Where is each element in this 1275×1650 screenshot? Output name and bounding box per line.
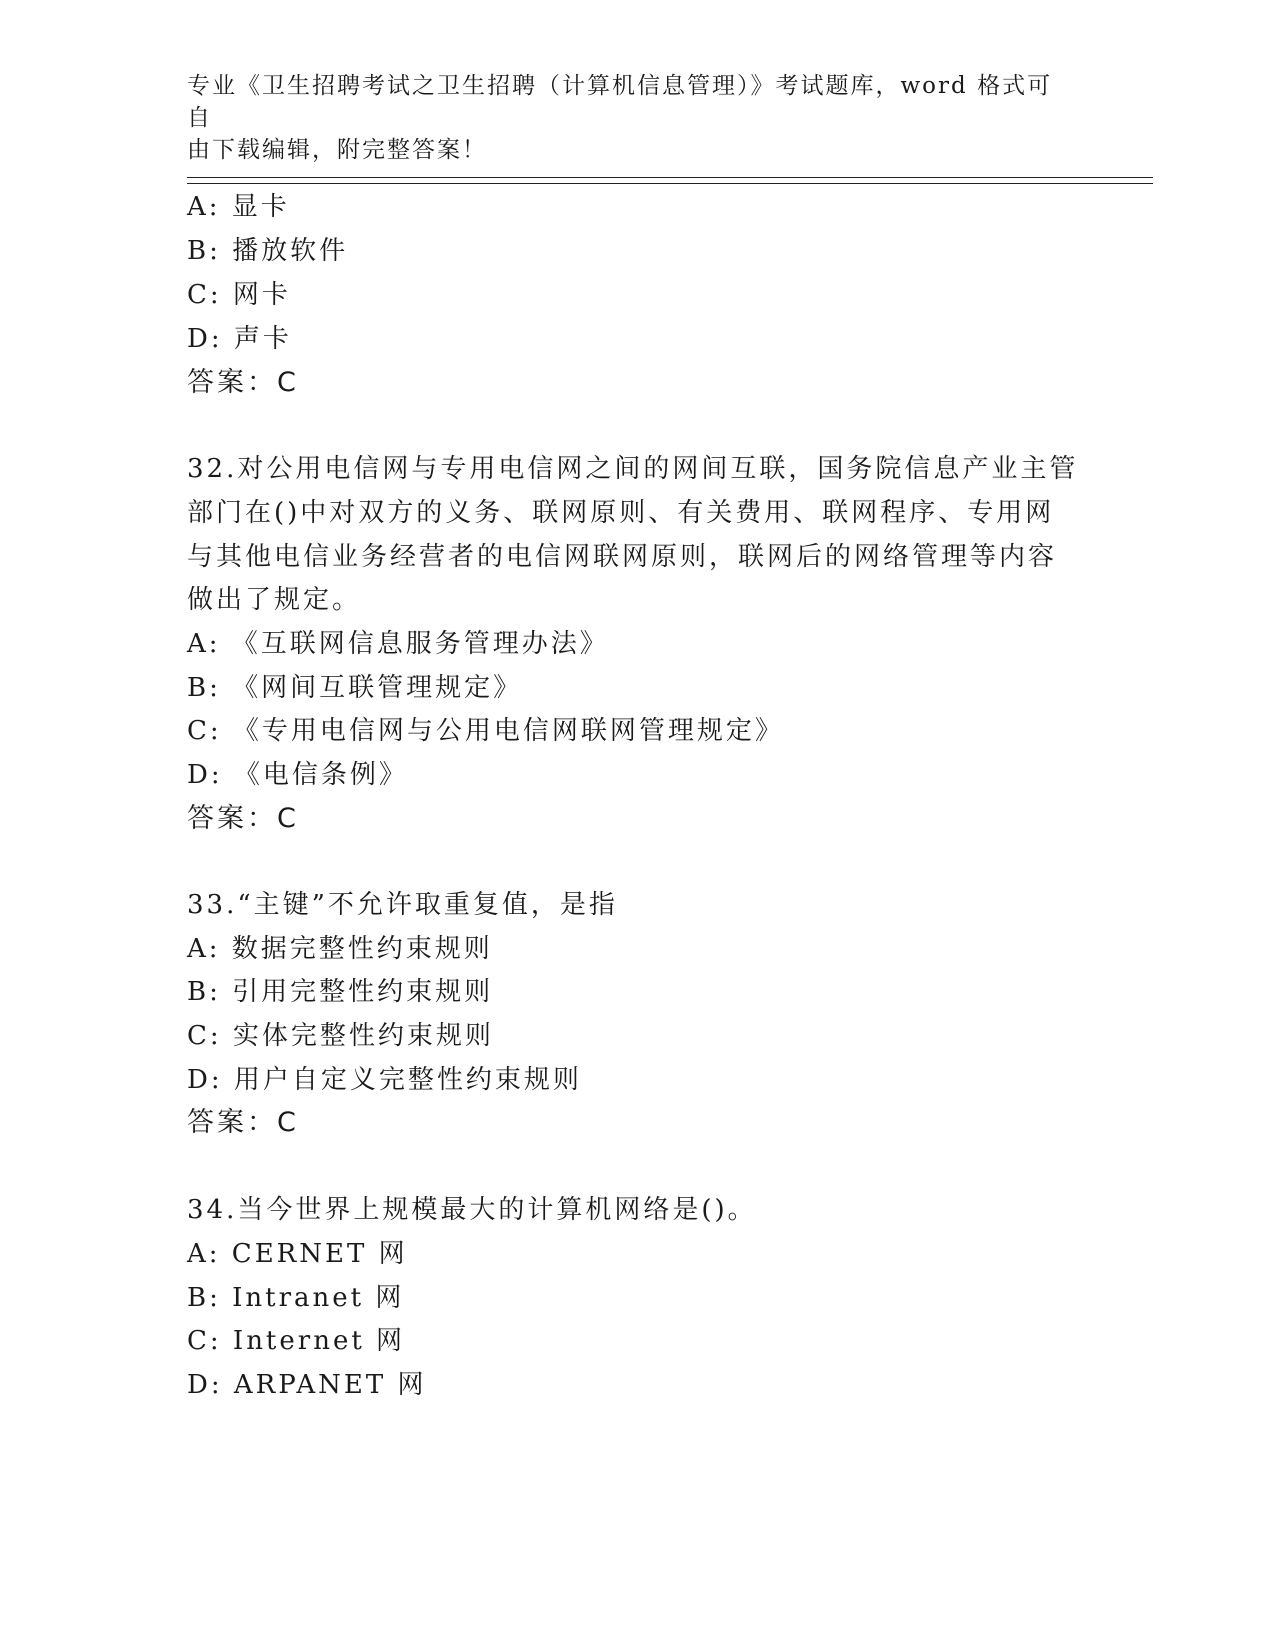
q34-option-c: C: Internet 网 [187,1326,406,1356]
header-divider-bottom [187,183,1153,184]
q32-answer: 答案：C [187,803,299,834]
q34-option-d: D: ARPANET 网 [187,1370,427,1400]
document-header [187,70,1067,166]
q32-stem-line-3: 与其他电信业务经营者的电信网联网原则，联网后的网络管理等内容 [187,542,1058,572]
q31-option-b: B: 播放软件 [187,236,349,266]
q34-option-b: B: Intranet 网 [187,1283,405,1313]
q33-stem: 33.“主键”不允许取重复值，是指 [187,890,618,920]
q32-option-a: A: 《互联网信息服务管理办法》 [187,629,609,659]
q32-stem-line-2: 部门在()中对双方的义务、联网原则、有关费用、联网程序、专用网 [187,498,1055,528]
q31-answer: 答案：C [187,367,299,398]
header-line-2: 由下载编辑，附完整答案！ [187,137,487,163]
q32-option-b: B: 《网间互联管理规定》 [187,673,523,703]
q34-stem: 34.当今世界上规模最大的计算机网络是()。 [187,1195,757,1225]
q31-option-d: D: 声卡 [187,324,292,354]
q32-option-d: D: 《电信条例》 [187,760,408,790]
q32-option-c: C: 《专用电信网与公用电信网联网管理规定》 [187,716,784,746]
q33-option-c: C: 实体完整性约束规则 [187,1021,494,1051]
q34-option-a: A: CERNET 网 [187,1239,408,1269]
q32-stem-line-4: 做出了规定。 [187,585,362,615]
q33-answer: 答案：C [187,1107,299,1138]
header-divider-top [187,177,1153,178]
q31-option-a: A: 显卡 [187,192,290,222]
q32-stem-line-1: 32.对公用电信网与专用电信网之间的网间互联，国务院信息产业主管 [187,454,1079,484]
q33-option-d: D: 用户自定义完整性约束规则 [187,1065,582,1095]
header-line-1: 专业《卫生招聘考试之卫生招聘（计算机信息管理）》考试题库，word 格式可自 [187,73,1053,131]
q33-option-b: B: 引用完整性约束规则 [187,977,494,1007]
q31-option-c: C: 网卡 [187,280,291,310]
q33-option-a: A: 数据完整性约束规则 [187,934,493,964]
